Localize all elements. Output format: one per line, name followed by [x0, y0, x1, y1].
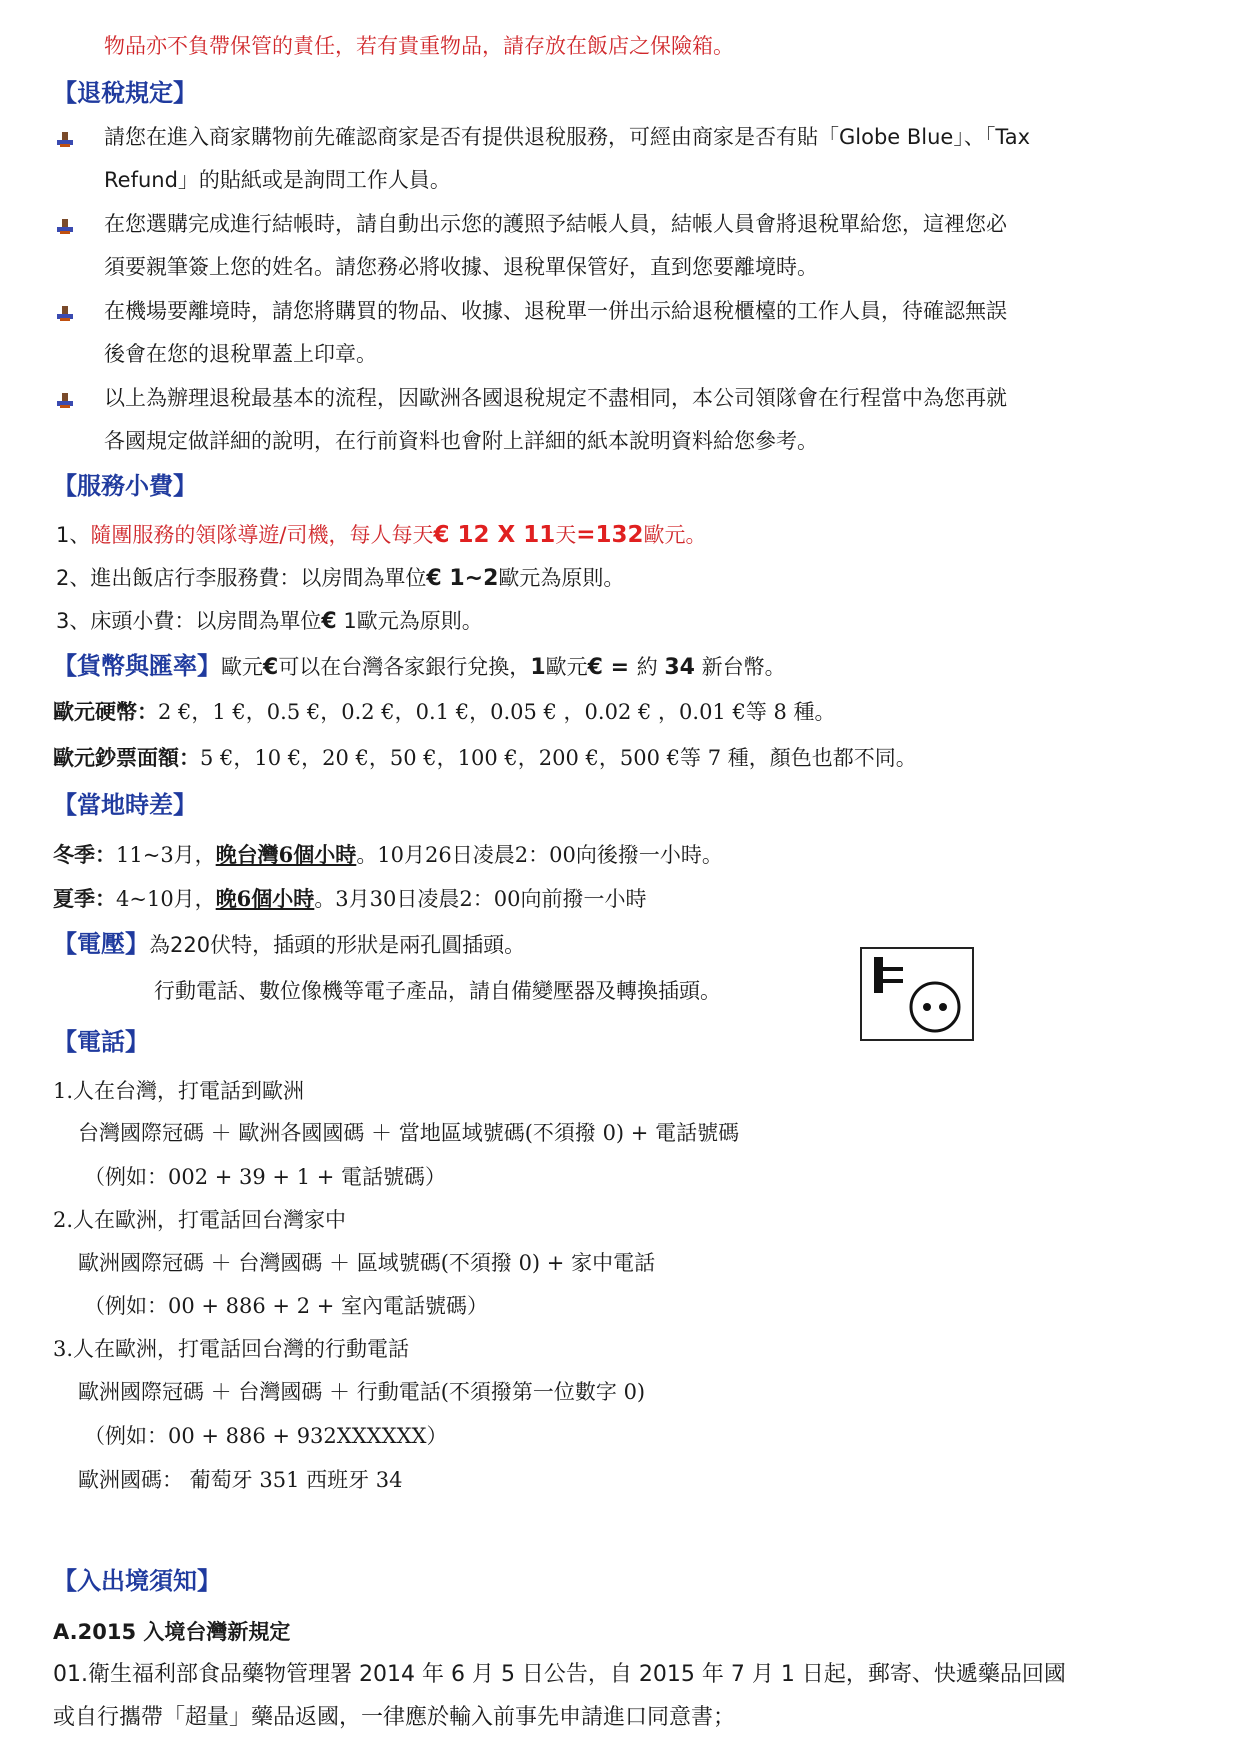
summer-text: 。3月30日凌晨2：00向前撥一小時 — [314, 887, 647, 911]
tip-amount: € — [321, 609, 337, 634]
notes-label: 歐元鈔票面額： — [53, 746, 200, 770]
coins-line — [53, 697, 836, 727]
winter-label: 冬季： — [53, 843, 116, 867]
voltage-line — [53, 929, 525, 960]
plug-illustration — [860, 947, 974, 1041]
tax-item-1-line1: 請您在進入商家購物前先確認商家是否有提供退稅服務，可經由商家是否有貼「Globe Blue」、「Tax — [104, 125, 1030, 149]
winter-offset: 晚台灣6個小時 — [215, 842, 357, 867]
tip-number: 1、 — [56, 523, 91, 547]
tips-heading: 【服務小費】 — [53, 472, 197, 500]
phone-format-1: 台灣國際冠碼 ＋ 歐洲各國國碼 ＋ 當地區域號碼(不須撥 0) + 電話號碼 — [78, 1121, 740, 1145]
bullet-icon — [54, 303, 76, 325]
entry-paragraph-line1: 01.衛生福利部食品藥物管理署 2014 年 6 月 5 日公告，自 2015 年 7 月 1 日起，郵寄、快遞藥品回國 — [53, 1662, 1066, 1687]
phone-example-2: （例如：00 + 886 + 2 + 室內電話號碼） — [84, 1294, 489, 1318]
tip-amount: € 1~2 — [426, 566, 499, 591]
phone-example-3: （例如：00 + 886 + 932XXXXXX） — [84, 1424, 448, 1448]
tax-refund-heading: 【退稅規定】 — [53, 79, 197, 107]
phone-format-2: 歐洲國際冠碼 ＋ 台灣國碼 ＋ 區域號碼(不須撥 0) + 家中電話 — [78, 1251, 656, 1275]
phone-heading: 【電話】 — [53, 1028, 149, 1056]
bullet-icon — [54, 216, 76, 238]
phone-example-1: （例如：002 + 39 + 1 + 電話號碼） — [84, 1165, 447, 1189]
tip-text: 進出飯店行李服務費：以房間為單位 — [90, 566, 427, 590]
tip-number: 3、 — [56, 609, 91, 633]
phone-case-3: 3.人在歐洲，打電話回台灣的行動電話 — [53, 1337, 410, 1361]
tip-line-2 — [56, 563, 624, 594]
phone-case-2: 2.人在歐洲，打電話回台灣家中 — [53, 1208, 347, 1232]
tip-number: 2、 — [56, 566, 91, 590]
plug-icon — [862, 949, 972, 1039]
exchange-rate: 34 — [664, 655, 695, 680]
voltage-note: 行動電話、數位像機等電子產品，請自備變壓器及轉換插頭。 — [154, 979, 721, 1003]
currency-text: 歐元 — [545, 655, 588, 679]
winter-text: 11~3月， — [116, 843, 216, 867]
tip-text: 天 — [555, 523, 577, 547]
europe-country-codes: 歐洲國碼： 葡萄牙 351 西班牙 34 — [78, 1468, 403, 1492]
summer-offset: 晚6個小時 — [215, 886, 315, 911]
tax-item-3-line2: 後會在您的退稅單蓋上印章。 — [104, 342, 377, 366]
tax-item-2-line2: 須要親筆簽上您的姓名。請您務必將收據、退稅單保管好，直到您要離境時。 — [104, 255, 818, 279]
currency-text: 歐元 — [221, 655, 263, 679]
bullet-icon — [54, 390, 76, 412]
tip-text: 歐元。 — [643, 523, 707, 547]
tip-text: 床頭小費：以房間為單位 — [90, 609, 322, 633]
currency-number: 1 — [530, 655, 546, 680]
tip-total: =132 — [576, 522, 644, 548]
currency-heading: 【貨幣與匯率】 — [53, 652, 221, 680]
currency-text: 約 — [636, 655, 665, 679]
tax-item-1-line2: Refund」的貼紙或是詢問工作人員。 — [104, 168, 451, 192]
coins-text: 2 €，1 €，0.5 €，0.2 €，0.1 €，0.05 € ，0.02 € ，0.01 €等 8 種。 — [158, 700, 836, 724]
entry-subheading: A.2015 入境台灣新規定 — [53, 1620, 291, 1644]
bullet-icon — [54, 129, 76, 151]
euro-equals: € = — [587, 655, 637, 680]
notes-text: 5 €，10 €，20 €，50 €，100 €，200 €，500 €等 7 種，顏色也都不同。 — [200, 746, 917, 770]
currency-text: 新台幣。 — [695, 655, 786, 679]
phone-case-1: 1.人在台灣，打電話到歐洲 — [53, 1079, 305, 1103]
tax-item-4-line2: 各國規定做詳細的說明，在行前資料也會附上詳細的紙本說明資料給您參考。 — [104, 429, 818, 453]
entry-heading: 【入出境須知】 — [53, 1567, 221, 1595]
currency-text: 可以在台灣各家銀行兌換， — [278, 655, 531, 679]
winter-line — [53, 840, 723, 870]
notes-line — [53, 743, 917, 773]
entry-paragraph-line2: 或自行攜帶「超量」藥品返國，一律應於輸入前事先申請進口同意書； — [53, 1705, 736, 1730]
tip-line-3 — [56, 606, 483, 637]
tip-text: 歐元為原則。 — [498, 566, 625, 590]
tax-item-3-line1: 在機場要離境時，請您將購買的物品、收據、退稅單一併出示給退稅櫃檯的工作人員，待確認無誤 — [104, 299, 1007, 323]
time-heading: 【當地時差】 — [53, 791, 197, 819]
summer-line — [53, 884, 646, 914]
voltage-text: 為220伏特，插頭的形狀是兩孔圓插頭。 — [149, 933, 526, 957]
winter-text: 。10月26日凌晨2：00向後撥一小時。 — [356, 843, 723, 867]
euro-symbol: € — [263, 655, 279, 680]
coins-label: 歐元硬幣： — [53, 700, 158, 724]
summer-label: 夏季： — [53, 887, 116, 911]
tip-text: 1歐元為原則。 — [336, 609, 483, 633]
tax-item-2-line1: 在您選購完成進行結帳時，請自動出示您的護照予結帳人員，結帳人員會將退稅單給您，這裡您必 — [104, 212, 1007, 236]
voltage-heading: 【電壓】 — [53, 930, 149, 958]
tax-item-4-line1: 以上為辦理退稅最基本的流程，因歐洲各國退稅規定不盡相同，本公司領隊會在行程當中為您再就 — [104, 386, 1007, 410]
summer-text: 4~10月， — [116, 887, 216, 911]
currency-line — [53, 651, 786, 683]
tip-line-1 — [56, 520, 707, 550]
tip-amount: € 12 X 11 — [433, 522, 556, 548]
top-note: 物品亦不負帶保管的責任，若有貴重物品，請存放在飯店之保險箱。 — [104, 34, 734, 58]
phone-format-3: 歐洲國際冠碼 ＋ 台灣國碼 ＋ 行動電話(不須撥第一位數字 0) — [78, 1380, 646, 1404]
tip-text: 隨團服務的領隊導遊/司機，每人每天 — [90, 523, 434, 547]
